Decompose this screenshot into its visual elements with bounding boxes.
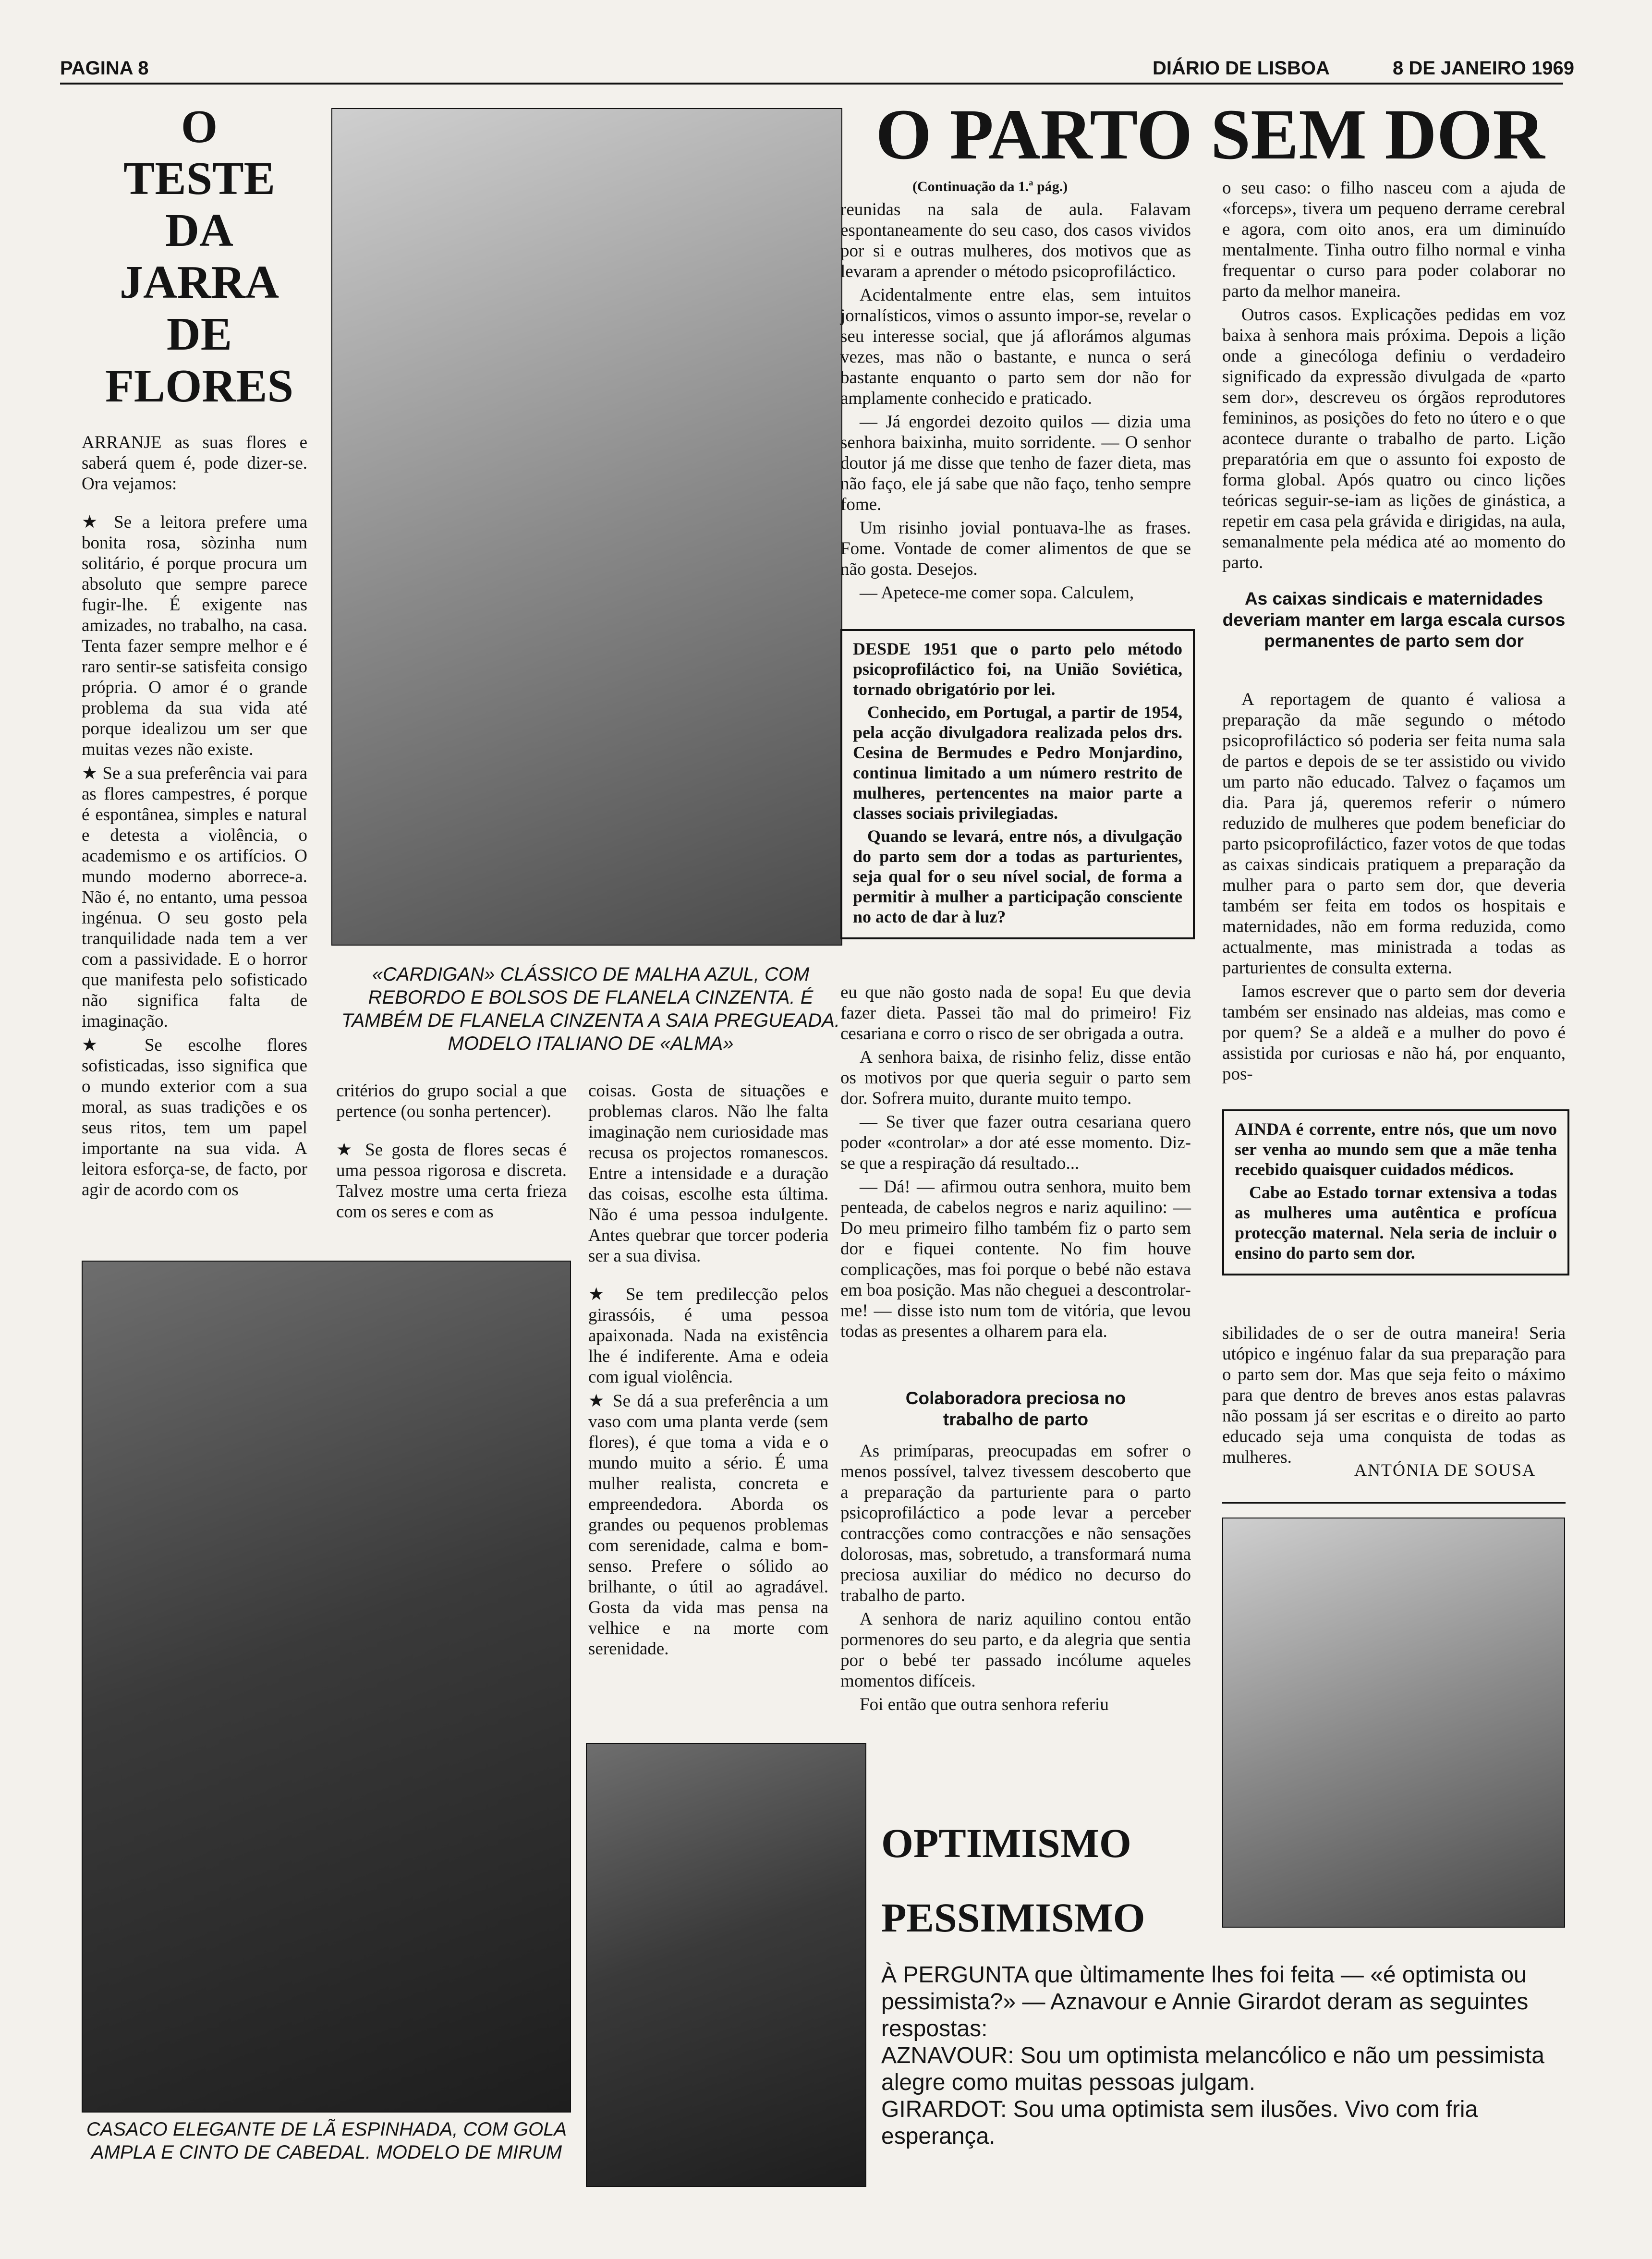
- parto-paragraph: o seu caso: o filho nasceu com a ajuda de «forceps», tivera um pequeno derrame cerebral e agora, com oito anos, era um diminuído mentalmente. Tinha outro filho normal e vinha frequentar o curso para poder colaborar no parto da melhor maneira.: [1222, 178, 1566, 301]
- parto-column-2: [1222, 178, 1566, 576]
- parto-paragraph: Foi então que outra senhora referiu: [860, 1695, 1109, 1714]
- parto-subhead-1: Colaboradora preciosa no trabalho de parto: [905, 1388, 1126, 1429]
- box-paragraph: AINDA é corrente, entre nós, que um novo ser venha ao mundo sem que a mãe tenha recebido quaisquer cuidados médicos.: [1235, 1119, 1557, 1179]
- jarra-item: ★ Se escolhe flores sofisticadas, isso significa que o mundo exterior com a sua moral, as suas tradições e os seus ritos, tem um papel importante na sua vida. A leitora esforça-se, de facto, por agir de acordo com os: [82, 1034, 307, 1200]
- optimismo-intro: À PERGUNTA que ùltimamente lhes foi feita — «é optimista ou pessimista?» — Aznavour e Annie Girardot deram as seguintes respostas:: [881, 1962, 1529, 2041]
- parto-column-1: [840, 199, 1191, 606]
- jarra-continuation: critérios do grupo social a que pertence (ou sonha pertencer).: [336, 1081, 567, 1121]
- optimismo-title: OPTIMISMO: [881, 1820, 1131, 1866]
- girardot-answer: GIRARDOT: Sou uma optimista sem ilusões. Vivo com fria esperança.: [881, 2097, 1478, 2149]
- box-paragraph: Quando se levará, entre nós, a divulgação do parto sem dor a todas as parturientes, seja qual for o seu nível social, de forma a permitir à mulher a participação consciente no acto de dar à luz?: [853, 826, 1182, 926]
- casaco-caption: CASACO ELEGANTE DE LÃ ESPINHADA, COM GOLA AMPLA E CINTO DE CABEDAL. MODELO DE MIRUM: [86, 2119, 567, 2163]
- star-bullet-icon: ★: [588, 1284, 613, 1304]
- optimismo-text: [881, 1962, 1563, 2150]
- parto-title: O PARTO SEM DOR: [875, 95, 1545, 174]
- parto-paragraph: Um risinho jovial pontuava-lhe as frases. Fome. Vontade de comer alimentos de que se não gosta. Desejos.: [840, 518, 1191, 579]
- parto-paragraph: A senhora baixa, de risinho feliz, disse então os motivos por que queria seguir o parto sem dor. Sofrera muito, durante muito tempo.: [840, 1047, 1191, 1108]
- header-rule: [60, 83, 1563, 85]
- jarra-title: [82, 101, 317, 412]
- jarra-item: ★ Se a sua preferência vai para as flores campestres, é porque é espontânea, simples e natural e detesta a violência, o academismo e os artifícios. O mundo moderno aborrece-a. Não é, no entanto, uma pessoa ingénua. O seu gosto pela tranquilidade nada tem a ver com a passividade. E o horror que manifesta pelo sofisticado não significa falta de imaginação.: [82, 763, 308, 1031]
- jarra-title-line: JARRA: [119, 256, 279, 308]
- casaco-photo: [82, 1261, 571, 2113]
- jarra-item: ★ Se a leitora prefere uma bonita rosa, sòzinha num solitário, é porque procura um absoluto que sempre parece fugir-lhe. É exigente nas amizades, no trabalho, na casa. Tenta fazer sempre melhor e é raro sentir-se satisfeita consigo própria. O amor é o grande problema da sua vida até porque idealizou um ser que muitas vezes não existe.: [82, 511, 308, 759]
- box-paragraph: DESDE 1951 que o parto pelo método psicoprofiláctico foi, na União Soviética, tornado obrigatório por lei.: [853, 639, 1182, 699]
- parto-paragraph: Iamos escrever que o parto sem dor deveria também ser ensinado nas aldeias, mas como e por quem? Se a aldeã e a mulher do povo é assistida por curiosas e não há, por enquanto, pos-: [1222, 982, 1566, 1084]
- parto-continuation: (Continuação da 1.ª pág.): [912, 179, 1068, 194]
- parto-paragraph: As primíparas, preocupadas em sofrer o menos possível, talvez tivessem descoberto que a preparação da parturiente para o parto psicoprofiláctico a pode levar a perceber contracções como contracções e não sensações dolorosas, mas, sobretudo, a transformará numa preciosa auxiliar do médico no decurso do trabalho de parto.: [840, 1441, 1191, 1605]
- jarra-column-3: [588, 1081, 828, 1662]
- box-paragraph: Cabe ao Estado tornar extensiva a todas as mulheres uma autêntica e profícua protecção maternal. Nela seria de incluir o ensino do parto sem dor.: [1235, 1183, 1557, 1263]
- page-number: PAGINA 8: [60, 58, 149, 79]
- parto-paragraph: A senhora de nariz aquilino contou então pormenores do seu parto, e da alegria que sentia por o bebé ter passado incólume aqueles momentos difíceis.: [840, 1609, 1191, 1691]
- jarra-column-2: [336, 1081, 567, 1225]
- estado-fact-box: [1222, 1109, 1569, 1275]
- jarra-title-line: TESTE: [123, 153, 275, 205]
- box-paragraph: Conhecido, em Portugal, a partir de 1954, pela acção divulgadora realizada pelos drs. Cesina de Bermudes e Pedro Monjardino, continua limitado a um número restrito de mulheres, pertencentes na maior parte a classes sociais privilegiadas.: [853, 703, 1182, 823]
- parto-paragraph: — Se tiver que fazer outra cesariana quero poder «controlar» a dor até esse momento. Diz-se que a respiração dá resultado...: [840, 1112, 1191, 1173]
- parto-paragraph: sibilidades de o ser de outra maneira! Seria utópico e ingénuo falar da sua preparação para o parto sem dor. Mas que seja feito o máximo para que dentro de breves anos estas palavras não possam já ser escritas e o direito ao parto educado seja uma conquista de todas as mulheres.: [1222, 1324, 1566, 1467]
- jarra-column-1: [82, 432, 307, 1203]
- cardigan-photo: [331, 108, 842, 946]
- jarra-item: ★ Se dá a sua preferência a um vaso com uma planta verde (sem flores), é que toma a vida e o mundo muito a sério. É uma mulher realista, concreta e empreendedora. Aborda os grandes ou pequenos problemas com serenidade, calma e bom-senso. Prefere o sólido ao brilhante, o útil ao agradável. Gosta da vida mas pensa na velhice e na morte com serenidade.: [588, 1390, 828, 1659]
- star-bullet-icon: ★: [82, 763, 98, 783]
- girardot-photo: [1222, 1518, 1565, 1928]
- jarra-title-line: O: [181, 101, 218, 153]
- jarra-title-line: DE: [166, 308, 232, 360]
- newspaper-name: DIÁRIO DE LISBOA: [1153, 58, 1330, 79]
- parto-paragraph: reunidas na sala de aula. Falavam espontaneamente do seu caso, dos casos vividos por si e outras mulheres, dos motivos que as levaram a aprender o método psicoprofiláctico.: [840, 200, 1191, 281]
- parto-paragraph: — Dá! — afirmou outra senhora, muito bem penteada, de cabelos negros e nariz aquilino: — Do meu primeiro filho também fiz o parto sem dor e fiquei contente. No fim houve complicações, mas foi porque o bebé não estava em boa posição. Mas não cheguei a descontrolar-me! — disse isto num tom de vitória, que levou todas as presentes a olharem para ela.: [840, 1177, 1191, 1341]
- star-bullet-icon: ★: [588, 1390, 607, 1411]
- jarra-title-line: DA: [165, 205, 233, 256]
- aznavour-answer: AZNAVOUR: Sou um optimista melancólico e não um pessimista alegre como muitas pessoas julgam.: [881, 2043, 1544, 2095]
- jarra-intro: ARRANJE as suas flores e saberá quem é, pode dizer-se. Ora vejamos:: [82, 433, 307, 494]
- parto-paragraph: A reportagem de quanto é valiosa a preparação da mãe segundo o método psicoprofiláctico só poderia ser feita numa sala de partos e depois de se ter assistido ou vivido um parto não educado. Talvez o façamos um dia. Para já, queremos referir o número reduzido de mulheres que podem beneficiar do parto psicoprofiláctico, fazer votos de que todas as caixas sindicais pratiquem a preparação da mulher para o parto sem dor, que deveria também ser feita em todos os hospitais e maternidades, não em forma reduzida, como actualmente, mas ministrada a todas as parturientes de consulta externa.: [1222, 690, 1566, 978]
- parto-column-1b: [840, 982, 1191, 1345]
- pessimismo-title: PESSIMISMO: [881, 1895, 1145, 1941]
- parto-paragraph: Outros casos. Explicações pedidas em voz baixa à senhora mais próxima. Depois a lição onde a ginecóloga definiu o verdadeiro significado da expressão divulgada de «parto sem dor», descreveu os órgãos reprodutores femininos, as posições do feto no útero e o que acontece durante o trabalho de parto. Lição preparatória em que o assunto foi exposto de forma global. Após quatro ou cinco lições teóricas seguir-se-iam as lições de ginástica, a repetir em casa pela grávida e dirigidas, na aula, semanalmente pela médica até ao momento do parto.: [1222, 305, 1566, 572]
- jarra-title-line: FLORES: [105, 360, 294, 412]
- aznavour-photo: [586, 1743, 866, 2187]
- parto-column-2c: [1222, 1323, 1566, 1470]
- jarra-item: ★ Se gosta de flores secas é uma pessoa rigorosa e discreta. Talvez mostre uma certa frieza com os seres e com as: [336, 1139, 567, 1222]
- parto-column-2b: [1222, 689, 1566, 1087]
- issue-date: 8 DE JANEIRO 1969: [1393, 58, 1574, 79]
- parto-column-1c: [840, 1441, 1191, 1718]
- parto-paragraph: — Já engordei dezoito quilos — dizia uma senhora baixinha, muito sorridente. — O senhor doutor já me disse que tenho de fazer dieta, mas não faço, ele já sabe que não faço, tenho sempre fome.: [840, 412, 1191, 514]
- parto-paragraph: Acidentalmente entre elas, sem intuitos jornalísticos, vimos o assunto impor-se, revelar o seu interesse social, que já aflorámos algumas vezes, mas não o bastante, e nunca o será bastante enquanto o parto sem dor não for amplamente conhecido e praticado.: [840, 285, 1191, 408]
- star-bullet-icon: ★: [336, 1139, 357, 1160]
- parto-subhead-2: As caixas sindicais e maternidades deveriam manter em larga escala cursos permanentes de parto sem dor: [1222, 589, 1566, 651]
- jarra-item: ★ Se tem predilecção pelos girassóis, é uma pessoa apaixonada. Nada na existência lhe é indiferente. Ama e odeia com igual violência.: [588, 1284, 828, 1387]
- jarra-continuation: coisas. Gosta de situações e problemas claros. Não lhe falta imaginação nem curiosidade mas recusa os projectos romanescos. Entre a intensidade e a duração das coisas, escolhe esta última. Não é uma pessoa indulgente. Antes quebrar que torcer poderia ser a sua divisa.: [588, 1081, 828, 1266]
- cardigan-caption: «CARDIGAN» CLÁSSICO DE MALHA AZUL, COM REBORDO E BOLSOS DE FLANELA CINZENTA. É TAMBÉM DE FLANELA CINZENTA A SAIA PREGUEADA. MODELO ITALIANO DE «ALMA»: [341, 964, 840, 1054]
- article-author: ANTÓNIA DE SOUSA: [1354, 1460, 1536, 1480]
- parto-paragraph: — Apetece-me comer sopa. Calculem,: [860, 583, 1134, 603]
- star-bullet-icon: ★: [82, 511, 104, 532]
- soviet-fact-box: [840, 629, 1195, 939]
- parto-paragraph: eu que não gosto nada de sopa! Eu que devia fazer dieta. Passei tão mal do primeiro! Fiz cesariana e corro o risco de ser obrigada a outra.: [840, 983, 1191, 1044]
- author-rule: [1222, 1502, 1566, 1504]
- star-bullet-icon: ★: [82, 1034, 119, 1055]
